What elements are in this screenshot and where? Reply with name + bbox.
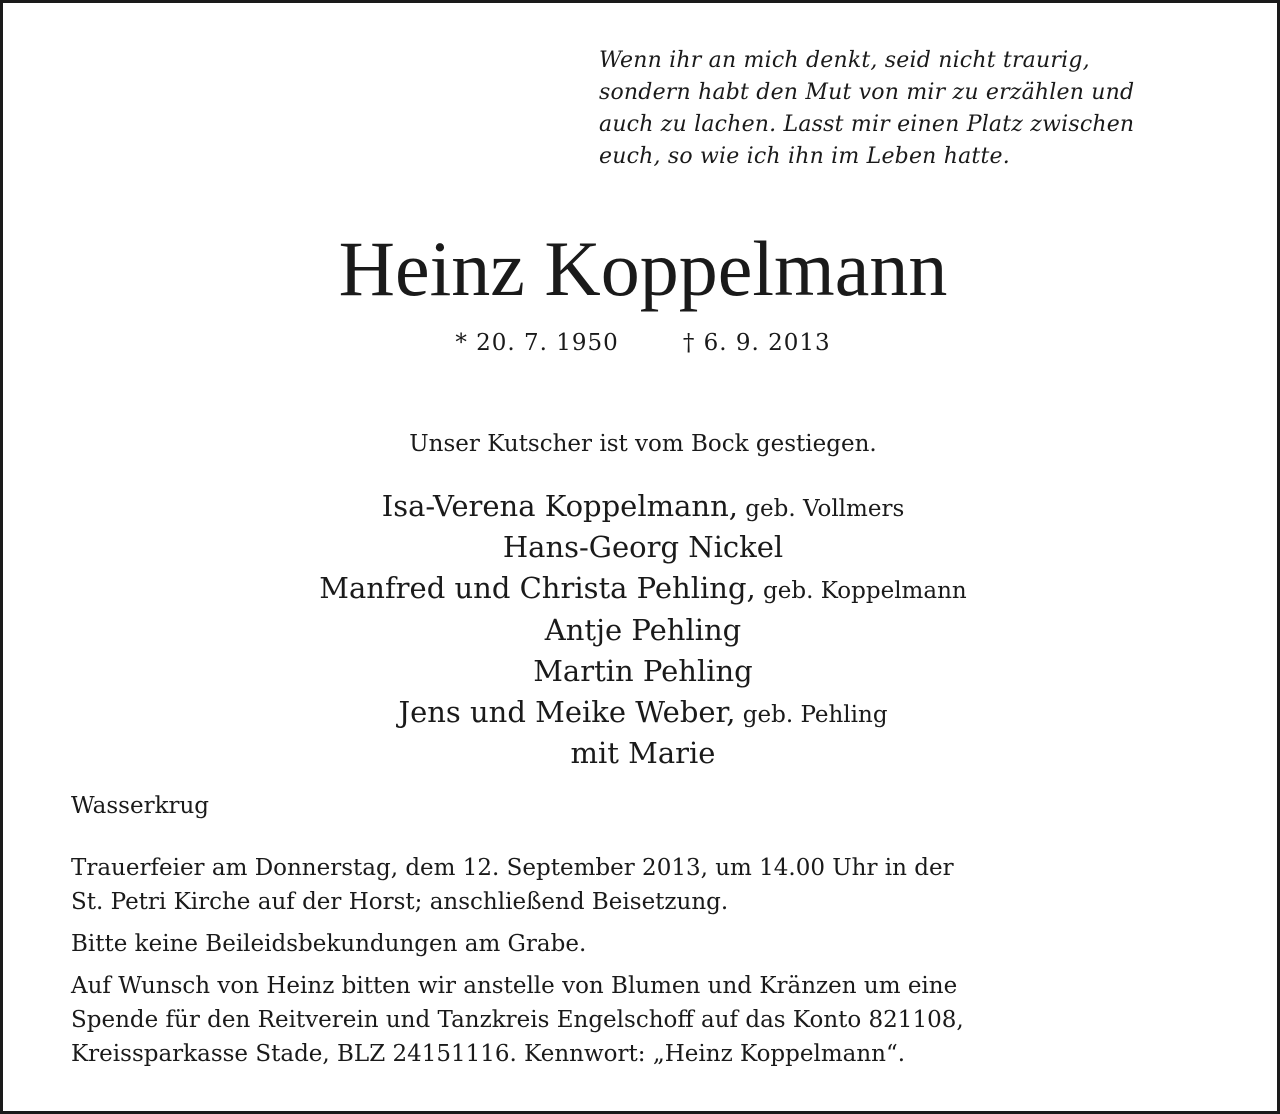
family-member	[3, 487, 1280, 528]
donation-info-line: Kreissparkasse Stade, BLZ 24151116. Kennwort: „Heinz Koppelmann“.	[71, 1041, 906, 1067]
donation-info	[71, 969, 1219, 1071]
family-member-name: mit Marie	[570, 736, 716, 771]
family-member	[3, 693, 1280, 734]
poem-line: Wenn ihr an mich denkt, seid nicht traurig,	[599, 48, 1090, 73]
poem-quote	[599, 45, 1239, 173]
family-member-name: Martin Pehling	[533, 653, 753, 688]
family-list	[3, 487, 1280, 775]
family-member	[3, 734, 1280, 775]
family-member-note: geb. Vollmers	[737, 496, 905, 522]
poem-line: sondern habt den Mut von mir zu erzählen und	[599, 80, 1135, 105]
life-dates	[3, 325, 1280, 361]
motto: Unser Kutscher ist vom Bock gestiegen.	[409, 431, 877, 457]
donation-info-line: Auf Wunsch von Heinz bitten wir anstelle von Blumen und Kränzen um eine	[71, 973, 958, 999]
poem-line: euch, so wie ich ihn im Leben hatte.	[599, 144, 1010, 169]
family-member	[3, 569, 1280, 610]
family-member-note: geb. Pehling	[735, 702, 888, 729]
family-member-name: Antje Pehling	[544, 612, 742, 647]
funeral-info	[71, 851, 1219, 919]
family-member	[3, 652, 1280, 693]
funeral-info-line: Trauerfeier am Donnerstag, dem 12. September 2013, um 14.00 Uhr in der	[71, 855, 954, 881]
family-member-name: Hans-Georg Nickel	[502, 530, 784, 565]
birth-date: * 20. 7. 1950	[455, 330, 619, 356]
poem-line: auch zu lachen. Lasst mir einen Platz zwischen	[599, 112, 1135, 137]
death-date: † 6. 9. 2013	[682, 330, 831, 356]
family-member	[3, 611, 1280, 652]
place-name: Wasserkrug	[71, 793, 210, 819]
donation-info-line: Spende für den Reitverein und Tanzkreis Engelschoff auf das Konto 821108,	[71, 1007, 964, 1033]
family-member	[3, 528, 1280, 569]
family-member-name: Jens und Meike Weber,	[398, 695, 736, 730]
family-member-name: Manfred und Christa Pehling,	[319, 571, 756, 606]
condolence-request: Bitte keine Beileidsbekundungen am Grabe.	[71, 931, 587, 957]
family-member-name: Isa-Verena Koppelmann,	[381, 489, 738, 523]
funeral-info-line: St. Petri Kirche auf der Horst; anschließend Beisetzung.	[71, 889, 729, 915]
deceased-name: Heinz Koppelmann	[338, 225, 948, 312]
family-member-note: geb. Koppelmann	[755, 578, 967, 605]
